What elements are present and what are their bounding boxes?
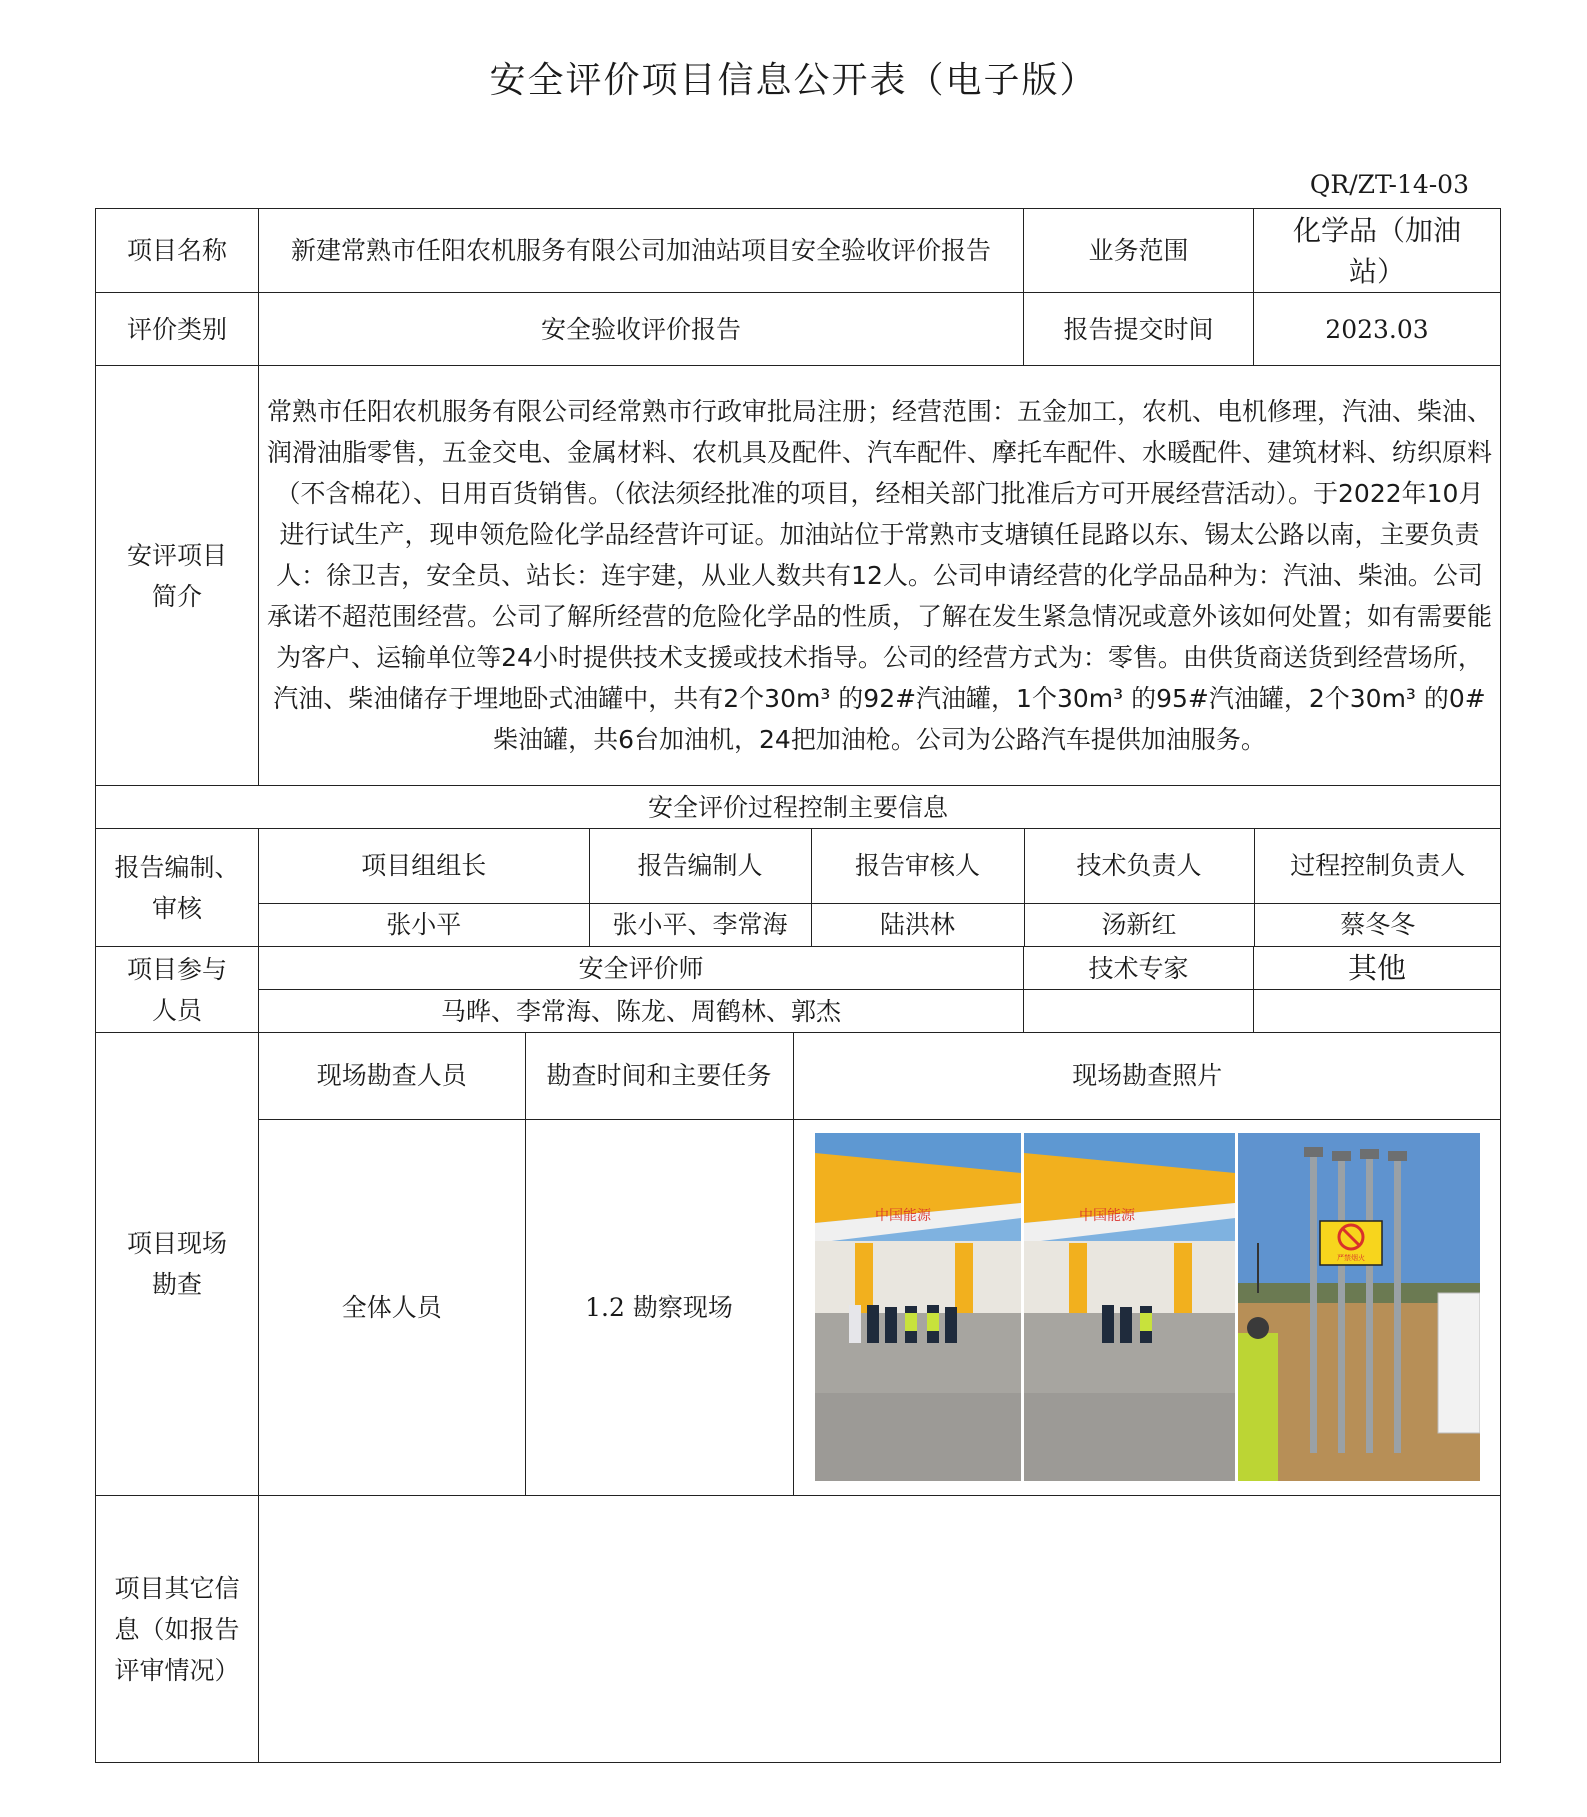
survey-label: 项目现场勘查 bbox=[96, 1033, 259, 1496]
canopy-sign: 中国能源 bbox=[874, 1208, 931, 1225]
header-reviewer: 报告审核人 bbox=[811, 829, 1024, 903]
survey-time-header: 勘查时间和主要任务 bbox=[525, 1033, 793, 1119]
other-label: 其他 bbox=[1254, 947, 1501, 990]
compile-grid-cell bbox=[259, 829, 1501, 947]
category-value: 安全验收评价报告 bbox=[259, 293, 1024, 366]
survey-grid-cell bbox=[259, 1033, 1501, 1496]
submit-time-label: 报告提交时间 bbox=[1024, 293, 1254, 366]
canopy-sign: 中国能源 bbox=[1078, 1208, 1135, 1225]
survey-people-value: 全体人员 bbox=[259, 1119, 525, 1495]
compile-label: 报告编制、审核 bbox=[96, 829, 259, 947]
compiler-value: 张小平、李常海 bbox=[589, 903, 811, 946]
scope-label: 业务范围 bbox=[1024, 209, 1254, 293]
document-code: QR/ZT-14-03 bbox=[1309, 170, 1469, 199]
survey-people-header: 现场勘查人员 bbox=[259, 1033, 525, 1119]
tech-lead-value: 汤新红 bbox=[1024, 903, 1254, 946]
info-table bbox=[95, 208, 1501, 1763]
intro-text: 常熟市任阳农机服务有限公司经常熟市行政审批局注册；经营范围：五金加工，农机、电机修理，汽油、柴油、润滑油脂零售，五金交电、金属材料、农机具及配件、汽车配件、摩托车配件、水暖配件、建筑材料、纺织原料（不含棉花）、日用百货销售。（依法须经批准的项目，经相关部门批准后方可开展经营活动）。于2022年10月进行试生产，现申领危险化学品经营许可证。加油站位于常熟市支塘镇任昆路以东、锡太公路以南，主要负责人：徐卫吉，安全员、站长：连宇建，从业人数共有12人。公司申请经营的化学品品种为：汽油、柴油。公司承诺不超范围经营。公司了解所经营的危险化学品的性质，了解在发生紧急情况或意外该如何处置；如有需要能为客户、运输单位等24小时提供技术支援或技术指导。公司的经营方式为：零售。由供货商送货到经营场所，汽油、柴油储存于埋地卧式油罐中，共有2个30m³ 的92#汽油罐，1个30m³ 的95#汽油罐，2个30m³ 的0#柴油罐，共6台加油机，24把加油枪。公司为公路汽车提供加油服务。 bbox=[259, 366, 1501, 786]
site-photo-group bbox=[815, 1133, 1021, 1481]
other-info-label: 项目其它信息（如报告评审情况） bbox=[96, 1496, 259, 1763]
assessor-names: 马晔、李常海、陈龙、周鹤林、郭杰 bbox=[259, 990, 1024, 1033]
no-fire-sign: 严禁烟火 bbox=[1336, 1254, 1365, 1263]
survey-photos bbox=[793, 1119, 1501, 1495]
intro-label: 安评项目简介 bbox=[96, 366, 259, 786]
header-compiler: 报告编制人 bbox=[589, 829, 811, 903]
project-name-label: 项目名称 bbox=[96, 209, 259, 293]
scope-value: 化学品（加油站） bbox=[1254, 209, 1501, 293]
header-process-lead: 过程控制负责人 bbox=[1254, 829, 1501, 903]
assessor-label: 安全评价师 bbox=[259, 947, 1024, 990]
header-tech-lead: 技术负责人 bbox=[1024, 829, 1254, 903]
category-label: 评价类别 bbox=[96, 293, 259, 366]
project-name-value: 新建常熟市任阳农机服务有限公司加油站项目安全验收评价报告 bbox=[259, 209, 1024, 293]
submit-time-value: 2023.03 bbox=[1254, 293, 1501, 366]
document-title: 安全评价项目信息公开表（电子版） bbox=[489, 60, 1098, 101]
process-heading: 安全评价过程控制主要信息 bbox=[96, 786, 1501, 829]
team-leader-value: 张小平 bbox=[259, 903, 589, 946]
other-names bbox=[1254, 990, 1501, 1033]
expert-names bbox=[1024, 990, 1254, 1033]
site-photo-vent-pipes bbox=[1238, 1133, 1480, 1481]
site-photo-station bbox=[1024, 1133, 1235, 1481]
reviewer-value: 陆洪林 bbox=[811, 903, 1024, 946]
survey-grid bbox=[259, 1033, 1501, 1495]
survey-time-value: 1.2 勘察现场 bbox=[525, 1119, 793, 1495]
expert-label: 技术专家 bbox=[1024, 947, 1254, 990]
compile-grid bbox=[259, 829, 1501, 946]
other-info-value bbox=[259, 1496, 1501, 1763]
header-team-leader: 项目组组长 bbox=[259, 829, 589, 903]
process-lead-value: 蔡冬冬 bbox=[1254, 903, 1501, 946]
participants-label: 项目参与人员 bbox=[96, 947, 259, 1033]
survey-photos-header: 现场勘查照片 bbox=[793, 1033, 1501, 1119]
